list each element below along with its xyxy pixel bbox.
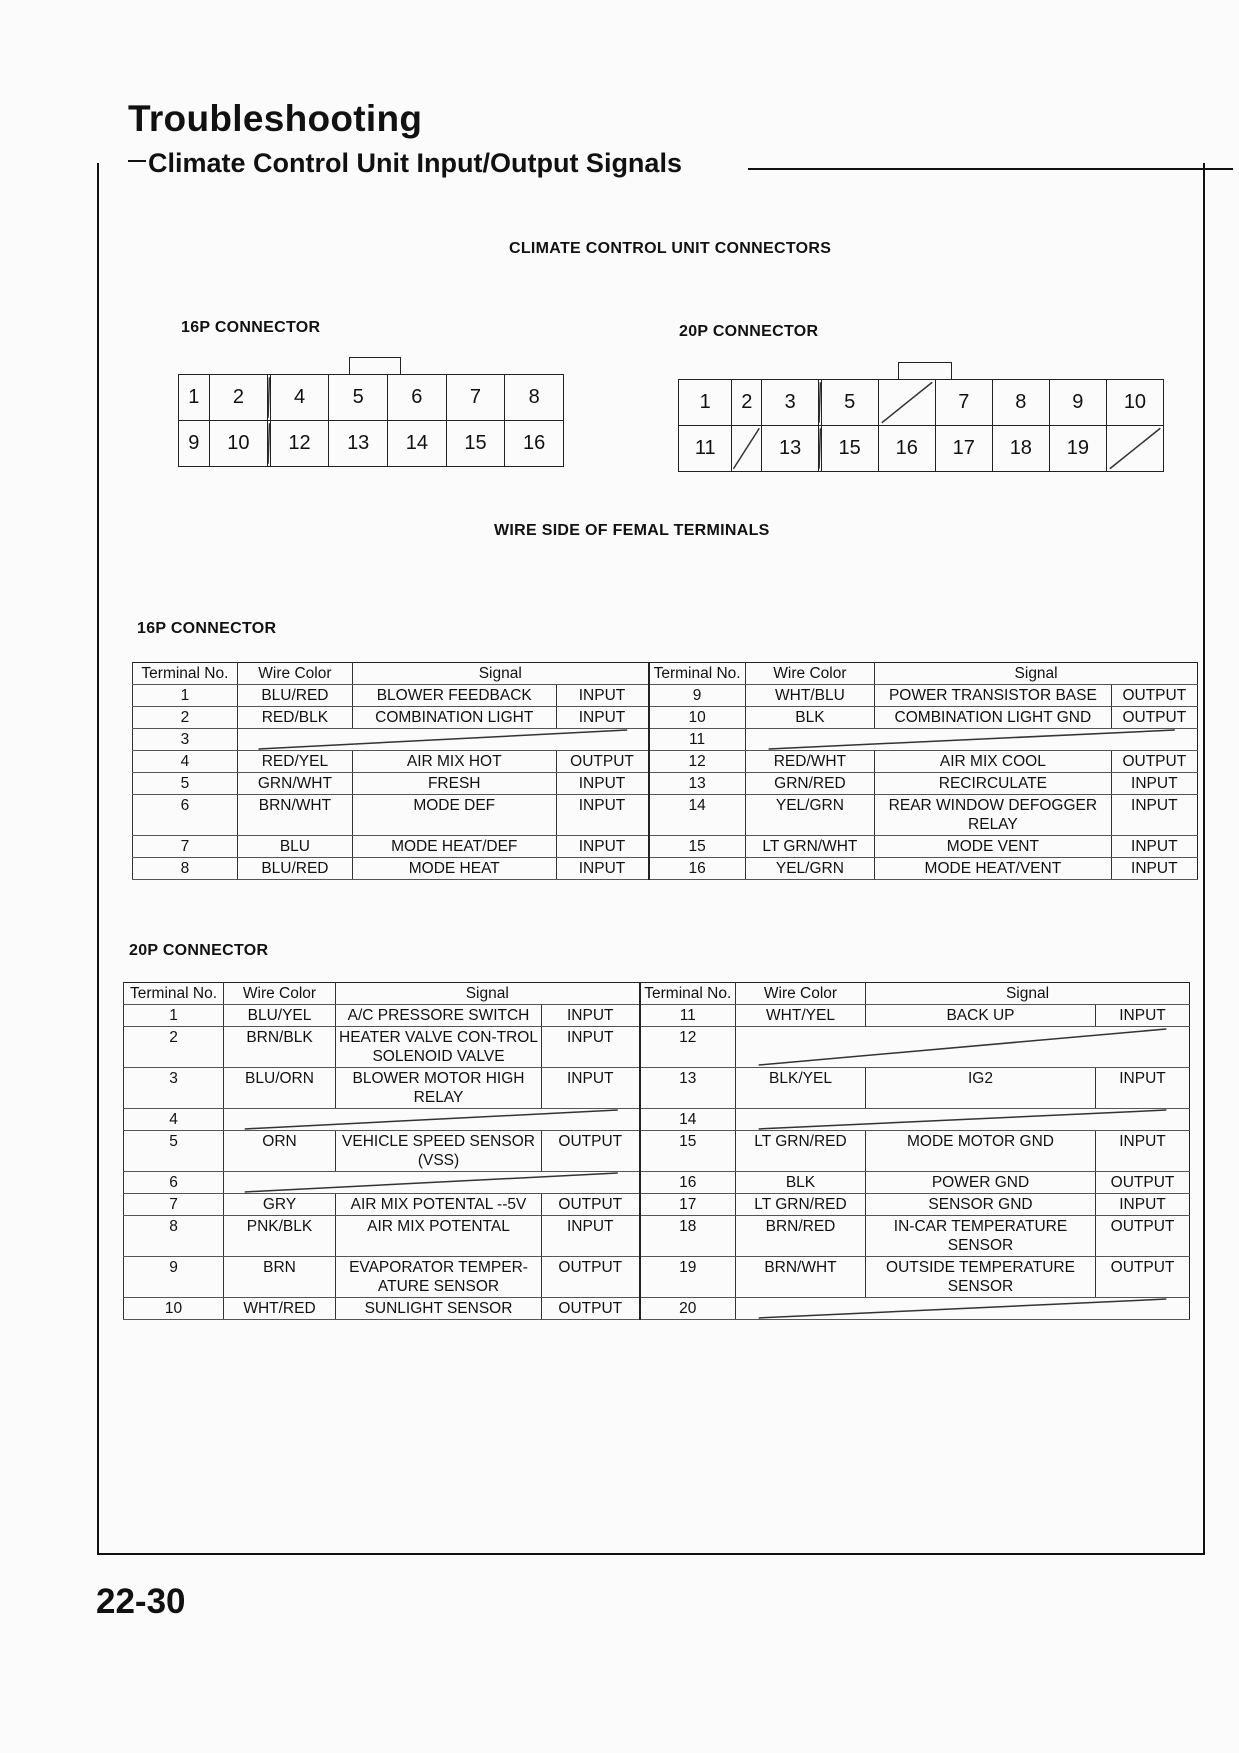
pin: 10 — [1106, 380, 1163, 426]
cell-t1: 3 — [124, 1068, 224, 1109]
cell-d2: OUTPUT — [1111, 685, 1197, 707]
cell-c1: BRN/WHT — [237, 795, 352, 836]
table-row — [133, 707, 1198, 729]
cell-s1: MODE DEF — [352, 795, 556, 836]
connector-row — [679, 380, 1164, 426]
unused-terminal-cell — [224, 1109, 640, 1131]
cell-c2: BLK — [745, 707, 875, 729]
cell-t2: 16 — [649, 858, 746, 880]
cell-c2: BRN/WHT — [736, 1257, 866, 1298]
cell-d2: INPUT — [1111, 795, 1197, 836]
cell-c2: WHT/BLU — [745, 685, 875, 707]
table-row — [124, 1027, 1190, 1068]
cell-t1: 2 — [124, 1027, 224, 1068]
cell-d2: OUTPUT — [1111, 707, 1197, 729]
page-number: 22-30 — [96, 1582, 186, 1621]
cell-s2: IN-CAR TEMPERATURE SENSOR — [866, 1216, 1096, 1257]
unused-pin — [878, 380, 935, 426]
cell-s2: REAR WINDOW DEFOGGER RELAY — [875, 795, 1111, 836]
cell-s2: MODE VENT — [875, 836, 1111, 858]
pin: 14 — [388, 421, 447, 467]
cell-c1: BLU — [237, 836, 352, 858]
cell-t2: 19 — [640, 1257, 736, 1298]
connector16-label: 16P CONNECTOR — [181, 319, 321, 336]
table-row — [133, 751, 1198, 773]
col-wire-left: Wire Color — [224, 983, 336, 1005]
cell-t2: 14 — [649, 795, 746, 836]
cell-c1: BLU/RED — [237, 685, 352, 707]
cell-t1: 1 — [124, 1005, 224, 1027]
connector-row — [679, 426, 1164, 472]
cell-d2: INPUT — [1096, 1005, 1190, 1027]
pin: 13 — [329, 421, 388, 467]
cell-s2: POWER TRANSISTOR BASE — [875, 685, 1111, 707]
connector-row — [179, 375, 564, 421]
col-terminal-right: Terminal No. — [649, 663, 746, 685]
cell-c2: RED/WHT — [745, 751, 875, 773]
cell-d1: OUTPUT — [542, 1194, 640, 1216]
col-terminal-right: Terminal No. — [640, 983, 736, 1005]
unused-terminal-cell — [736, 1109, 1190, 1131]
cell-c2: LT GRN/RED — [736, 1194, 866, 1216]
pin: 15 — [446, 421, 505, 467]
connector16-latch — [349, 357, 401, 374]
cell-d2: INPUT — [1111, 858, 1197, 880]
cell-d2: OUTPUT — [1096, 1257, 1190, 1298]
section-subtitle: Climate Control Unit Input/Output Signals — [148, 148, 682, 178]
cell-d1: INPUT — [556, 836, 649, 858]
cell-s1: HEATER VALVE CON-TROL SOLENOID VALVE — [336, 1027, 542, 1068]
pin: 7 — [935, 380, 992, 426]
table-row — [133, 795, 1198, 836]
cell-s2: IG2 — [866, 1068, 1096, 1109]
cell-d1: INPUT — [556, 685, 649, 707]
cell-t2: 15 — [640, 1131, 736, 1172]
cell-s2: RECIRCULATE — [875, 773, 1111, 795]
table-row — [124, 1298, 1190, 1320]
cell-d2: INPUT — [1096, 1194, 1190, 1216]
cell-c2: BLK/YEL — [736, 1068, 866, 1109]
cell-t2: 18 — [640, 1216, 736, 1257]
cell-t1: 6 — [124, 1172, 224, 1194]
cell-d1: INPUT — [556, 707, 649, 729]
cell-d1: OUTPUT — [542, 1257, 640, 1298]
cell-c1: GRN/WHT — [237, 773, 352, 795]
cell-d1: INPUT — [556, 858, 649, 880]
pin: 9 — [1049, 380, 1106, 426]
pin: 17 — [935, 426, 992, 472]
cell-d1: INPUT — [542, 1068, 640, 1109]
table-row — [124, 1194, 1190, 1216]
cell-s1: BLOWER FEEDBACK — [352, 685, 556, 707]
table-row — [133, 836, 1198, 858]
table-row — [124, 1257, 1190, 1298]
cell-t2: 20 — [640, 1298, 736, 1320]
cell-c1: BRN — [224, 1257, 336, 1298]
cell-d1: INPUT — [556, 773, 649, 795]
unused-pin — [1106, 426, 1163, 472]
cell-t1: 7 — [124, 1194, 224, 1216]
cell-t2: 11 — [640, 1005, 736, 1027]
cell-s1: EVAPORATOR TEMPER-ATURE SENSOR — [336, 1257, 542, 1298]
cell-t1: 8 — [124, 1216, 224, 1257]
cell-c2: BLK — [736, 1172, 866, 1194]
cell-s1: BLOWER MOTOR HIGH RELAY — [336, 1068, 542, 1109]
pin: 12 — [270, 421, 329, 467]
table-row — [133, 729, 1198, 751]
cell-d2: INPUT — [1111, 836, 1197, 858]
unused-pin — [732, 426, 762, 472]
cell-s1: MODE HEAT/DEF — [352, 836, 556, 858]
pin: 11 — [679, 426, 732, 472]
cell-t1: 9 — [124, 1257, 224, 1298]
cell-s2: OUTSIDE TEMPERATURE SENSOR — [866, 1257, 1096, 1298]
cell-t1: 4 — [133, 751, 238, 773]
cell-d1: OUTPUT — [542, 1131, 640, 1172]
cell-s1: FRESH — [352, 773, 556, 795]
pin: 8 — [505, 375, 564, 421]
unused-terminal-cell — [736, 1027, 1190, 1068]
cell-d2: INPUT — [1096, 1131, 1190, 1172]
frame-corner — [128, 160, 146, 162]
cell-t1: 5 — [133, 773, 238, 795]
pin: 5 — [821, 380, 878, 426]
col-wire-right: Wire Color — [745, 663, 875, 685]
cell-d2: OUTPUT — [1096, 1172, 1190, 1194]
cell-c2: YEL/GRN — [745, 858, 875, 880]
cell-c2: WHT/YEL — [736, 1005, 866, 1027]
cell-t1: 10 — [124, 1298, 224, 1320]
signal-table-16p — [132, 662, 1198, 880]
cell-t2: 12 — [640, 1027, 736, 1068]
table-row — [124, 1172, 1190, 1194]
cell-t2: 17 — [640, 1194, 736, 1216]
cell-t1: 2 — [133, 707, 238, 729]
connector16-diagram — [178, 374, 564, 467]
cell-d1: INPUT — [556, 795, 649, 836]
unused-terminal-cell — [224, 1172, 640, 1194]
connector20-diagram — [678, 379, 1164, 472]
cell-t1: 4 — [124, 1109, 224, 1131]
cell-c1: RED/YEL — [237, 751, 352, 773]
col-terminal-left: Terminal No. — [124, 983, 224, 1005]
cell-s1: AIR MIX POTENTAL --5V — [336, 1194, 542, 1216]
col-signal-right: Signal — [866, 983, 1190, 1005]
cell-s2: SENSOR GND — [866, 1194, 1096, 1216]
unused-terminal-cell — [237, 729, 648, 751]
col-signal-right: Signal — [875, 663, 1198, 685]
cell-d1: OUTPUT — [542, 1298, 640, 1320]
pin: 16 — [505, 421, 564, 467]
cell-c1: GRY — [224, 1194, 336, 1216]
col-signal-left: Signal — [336, 983, 640, 1005]
table-row — [124, 1131, 1190, 1172]
cell-t2: 16 — [640, 1172, 736, 1194]
col-terminal-left: Terminal No. — [133, 663, 238, 685]
table-row — [124, 1109, 1190, 1131]
cell-c1: PNK/BLK — [224, 1216, 336, 1257]
cell-s1: MODE HEAT — [352, 858, 556, 880]
table20-title: 20P CONNECTOR — [129, 942, 269, 959]
cell-c1: BLU/ORN — [224, 1068, 336, 1109]
connector20-label: 20P CONNECTOR — [679, 323, 819, 340]
cell-t1: 6 — [133, 795, 238, 836]
cell-s2: POWER GND — [866, 1172, 1096, 1194]
cell-s1: COMBINATION LIGHT — [352, 707, 556, 729]
cell-c2: YEL/GRN — [745, 795, 875, 836]
col-wire-left: Wire Color — [237, 663, 352, 685]
connector-row — [179, 421, 564, 467]
pin: 7 — [446, 375, 505, 421]
cell-t1: 3 — [133, 729, 238, 751]
signal-table-20p — [123, 982, 1190, 1320]
cell-s2: MODE HEAT/VENT — [875, 858, 1111, 880]
cell-s1: AIR MIX HOT — [352, 751, 556, 773]
cell-d1: OUTPUT — [556, 751, 649, 773]
table-row — [133, 858, 1198, 880]
pin: 19 — [1049, 426, 1106, 472]
table-row — [124, 1068, 1190, 1109]
cell-t2: 13 — [649, 773, 746, 795]
table-row — [124, 1005, 1190, 1027]
cell-c1: BRN/BLK — [224, 1027, 336, 1068]
cell-t1: 5 — [124, 1131, 224, 1172]
pin: 6 — [388, 375, 447, 421]
table16-title: 16P CONNECTOR — [137, 620, 277, 637]
pin: 13 — [762, 426, 819, 472]
pin: 18 — [992, 426, 1049, 472]
cell-s1: VEHICLE SPEED SENSOR (VSS) — [336, 1131, 542, 1172]
cell-c1: BLU/YEL — [224, 1005, 336, 1027]
page-title: Troubleshooting — [128, 98, 423, 139]
cell-d2: OUTPUT — [1096, 1216, 1190, 1257]
cell-t1: 1 — [133, 685, 238, 707]
col-wire-right: Wire Color — [736, 983, 866, 1005]
cell-d2: INPUT — [1111, 773, 1197, 795]
col-signal-left: Signal — [352, 663, 648, 685]
pin: 3 — [762, 380, 819, 426]
connectors-title: CLIMATE CONTROL UNIT CONNECTORS — [509, 240, 832, 257]
cell-c1: WHT/RED — [224, 1298, 336, 1320]
cell-d1: INPUT — [542, 1005, 640, 1027]
cell-s1: AIR MIX POTENTAL — [336, 1216, 542, 1257]
cell-c2: LT GRN/RED — [736, 1131, 866, 1172]
cell-d1: INPUT — [542, 1027, 640, 1068]
cell-d1: INPUT — [542, 1216, 640, 1257]
pin: 5 — [329, 375, 388, 421]
cell-c2: BRN/RED — [736, 1216, 866, 1257]
cell-s1: A/C PRESSORE SWITCH — [336, 1005, 542, 1027]
cell-s1: SUNLIGHT SENSOR — [336, 1298, 542, 1320]
cell-c1: RED/BLK — [237, 707, 352, 729]
cell-c2: GRN/RED — [745, 773, 875, 795]
table-row — [133, 773, 1198, 795]
unused-terminal-cell — [745, 729, 1197, 751]
table-row — [133, 685, 1198, 707]
connector20-latch — [898, 362, 952, 380]
pin: 2 — [209, 375, 268, 421]
pin: 1 — [679, 380, 732, 426]
cell-t2: 11 — [649, 729, 746, 751]
pin: 2 — [732, 380, 762, 426]
pin: 8 — [992, 380, 1049, 426]
wire-side-caption: WIRE SIDE OF FEMAL TERMINALS — [494, 522, 770, 539]
pin: 16 — [878, 426, 935, 472]
cell-s2: MODE MOTOR GND — [866, 1131, 1096, 1172]
cell-d2: OUTPUT — [1111, 751, 1197, 773]
cell-d2: INPUT — [1096, 1068, 1190, 1109]
unused-terminal-cell — [736, 1298, 1190, 1320]
cell-t2: 13 — [640, 1068, 736, 1109]
cell-s2: AIR MIX COOL — [875, 751, 1111, 773]
cell-t2: 9 — [649, 685, 746, 707]
pin: 10 — [209, 421, 268, 467]
cell-c1: ORN — [224, 1131, 336, 1172]
pin: 4 — [270, 375, 329, 421]
cell-t1: 8 — [133, 858, 238, 880]
cell-c1: BLU/RED — [237, 858, 352, 880]
cell-c2: LT GRN/WHT — [745, 836, 875, 858]
pin: 9 — [179, 421, 210, 467]
cell-t2: 12 — [649, 751, 746, 773]
cell-t2: 14 — [640, 1109, 736, 1131]
cell-s2: BACK UP — [866, 1005, 1096, 1027]
cell-t2: 10 — [649, 707, 746, 729]
cell-t2: 15 — [649, 836, 746, 858]
table-row — [124, 1216, 1190, 1257]
pin: 1 — [179, 375, 210, 421]
cell-t1: 7 — [133, 836, 238, 858]
cell-s2: COMBINATION LIGHT GND — [875, 707, 1111, 729]
pin: 15 — [821, 426, 878, 472]
